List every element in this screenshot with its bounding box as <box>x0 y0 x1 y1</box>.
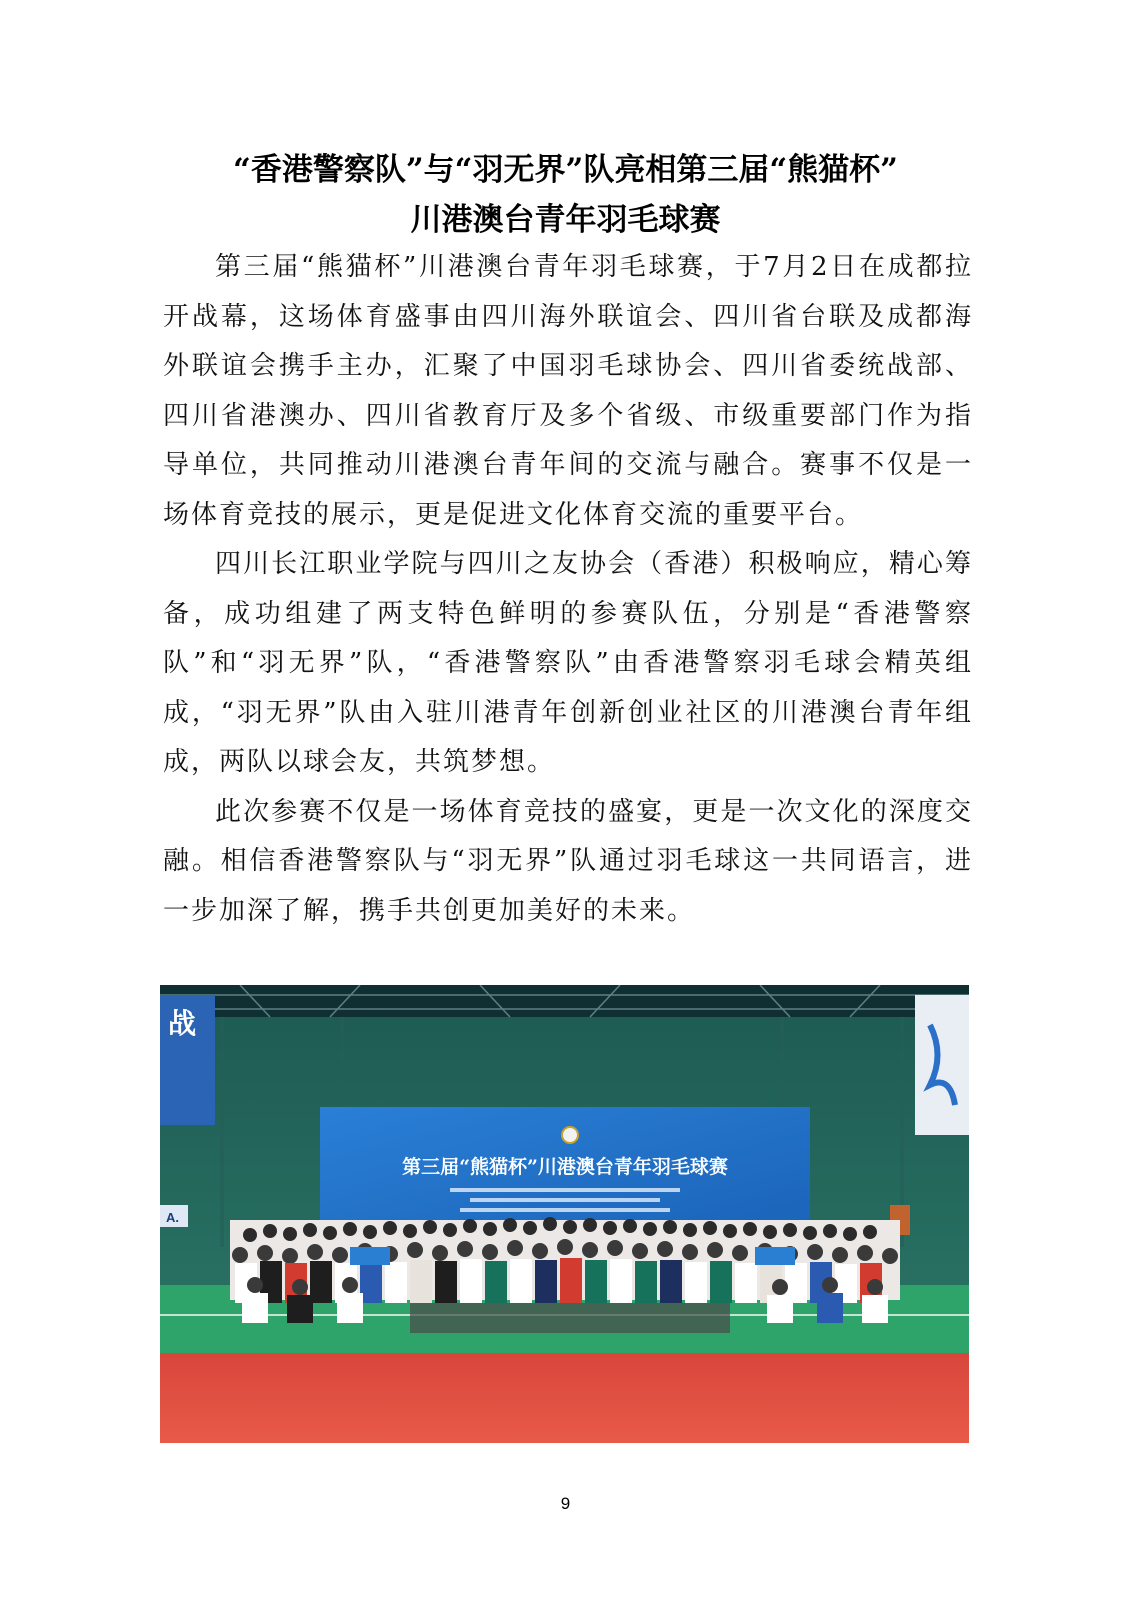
paragraph-2: 四川长江职业学院与四川之友协会（香港）积极响应，精心筹备，成功组建了两支特色鲜明的参赛队伍，分别是“香港警察队”和“羽无界”队，“香港警察队”由香港警察羽毛球会精英组成，“羽无界”队由入驻川港青年创新创业社区的川港澳台青年组成，两队以球会友，共筑梦想。 <box>163 549 973 777</box>
backdrop-title: 第三届“熊猫杯”川港澳台青年羽毛球赛 <box>402 1156 728 1178</box>
svg-text:A.: A. <box>166 1210 179 1225</box>
group-photo <box>160 985 969 1443</box>
article-body <box>163 243 973 936</box>
page-number: 9 <box>560 1494 571 1513</box>
paragraph-3: 此次参赛不仅是一场体育竞技的盛宴，更是一次文化的深度交融。相信香港警察队与“羽无界”队通过羽毛球这一共同语言，进一步加深了解，携手共创更加美好的未来。 <box>163 796 973 926</box>
paragraph-1: 第三届“熊猫杯”川港澳台青年羽毛球赛，于7月2日在成都拉开战幕，这场体育盛事由四川海外联谊会、四川省台联及成都海外联谊会携手主办，汇聚了中国羽毛球协会、四川省委统战部、四川省港澳办、四川省教育厅及多个省级、市级重要部门作为指导单位，共同推动川港澳台青年间的交流与融合。赛事不仅是一场体育竞技的展示，更是促进文化体育交流的重要平台。 <box>163 252 973 530</box>
article-title-line-1: “香港警察队”与“羽无界”队亮相第三届“熊猫杯” <box>233 152 898 188</box>
red-floor <box>160 1353 969 1443</box>
ceiling <box>160 985 969 1017</box>
right-wall-banner <box>915 995 969 1135</box>
wall-sign-text: 战 <box>168 1007 197 1040</box>
article-title-line-2: 川港澳台青年羽毛球赛 <box>410 202 721 238</box>
